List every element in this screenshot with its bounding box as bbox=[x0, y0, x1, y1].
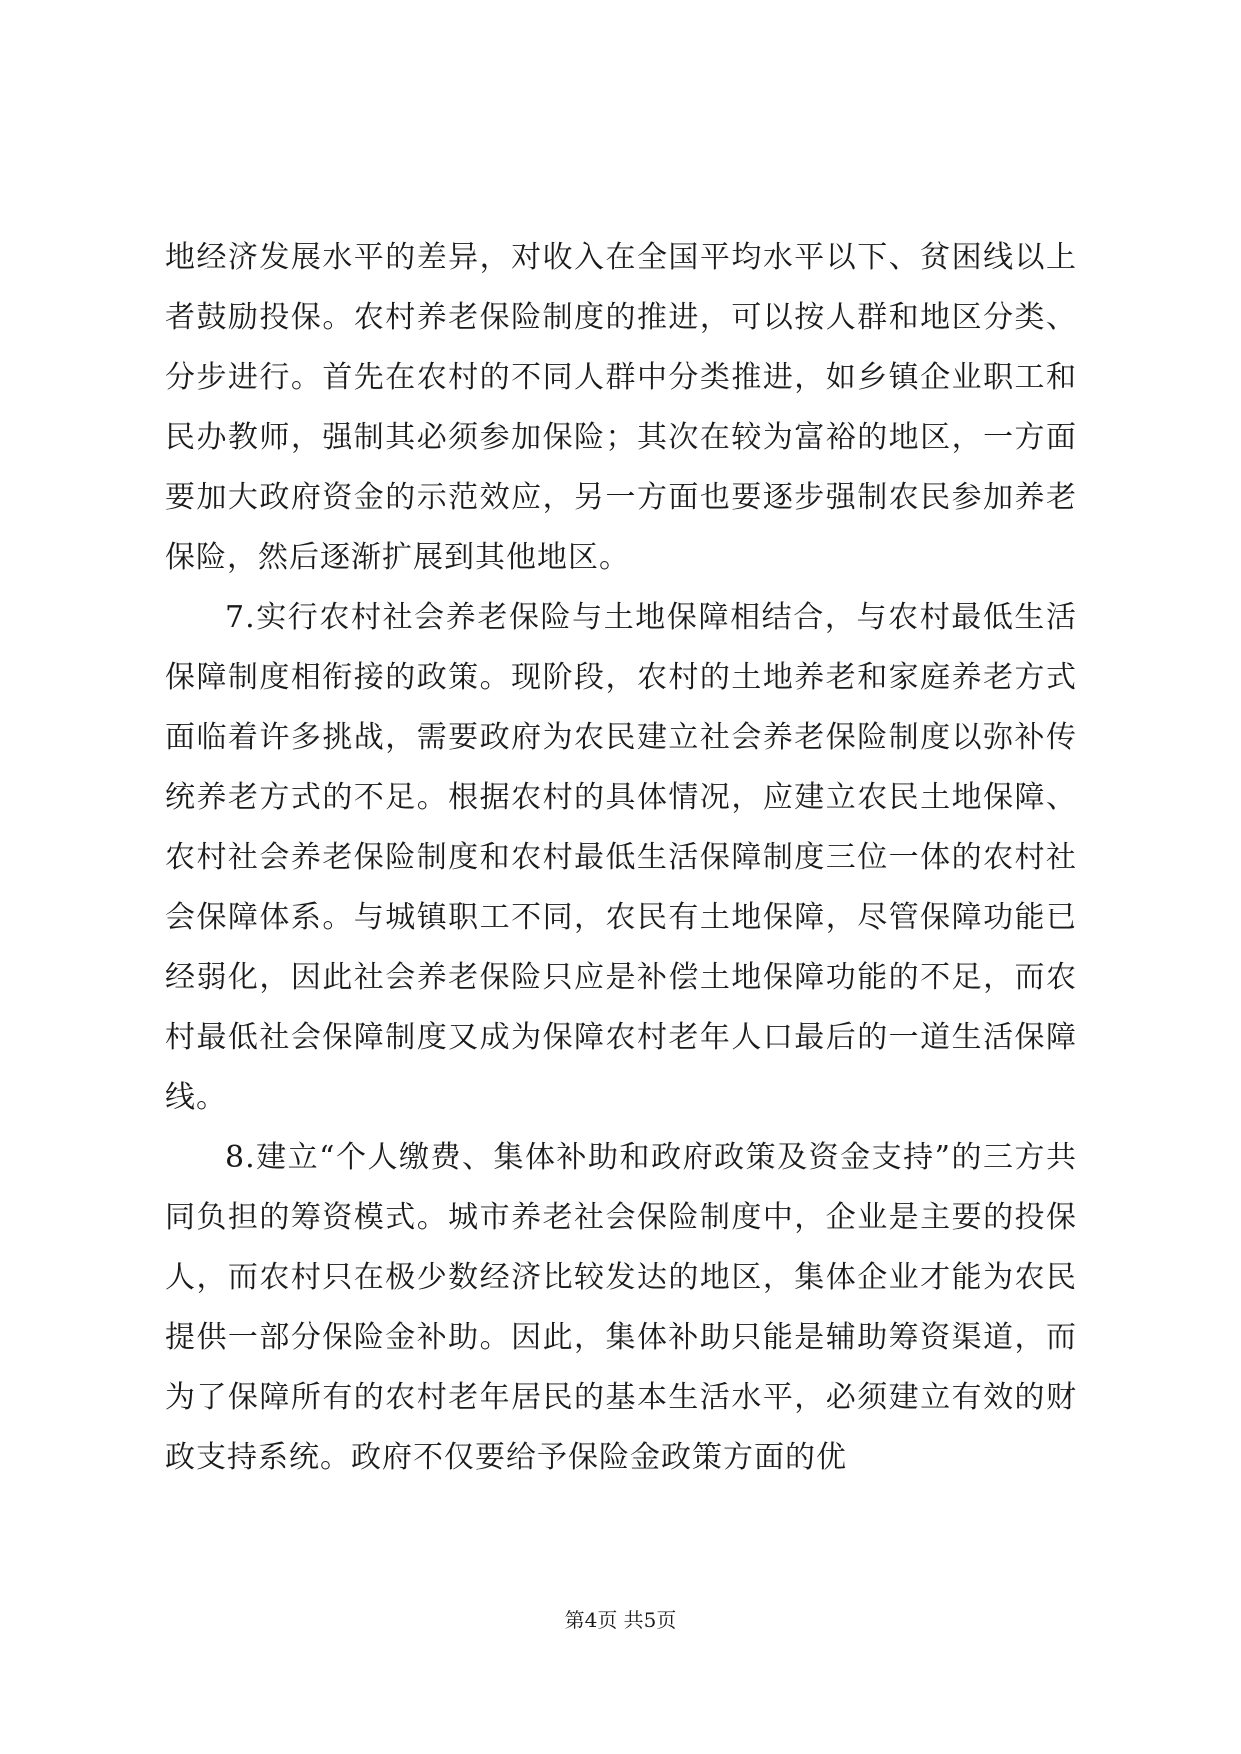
paragraph-item-7: 7.实行农村社会养老保险与土地保障相结合，与农村最低生活保障制度相衔接的政策。现阶段，农村的土地养老和家庭养老方式面临着许多挑战，需要政府为农民建立社会养老保险制度以弥补传统养老方式的不足。根据农村的具体情况，应建立农民土地保障、农村社会养老保险制度和农村最低生活保障制度三位一体的农村社会保障体系。与城镇职工不同，农民有土地保障，尽管保障功能已经弱化，因此社会养老保险只应是补偿土地保障功能的不足，而农村最低社会保障制度又成为保障农村老年人口最后的一道生活保障线。 bbox=[165, 600, 1077, 1115]
paragraph-continuation: 地经济发展水平的差异，对收入在全国平均水平以下、贫困线以上者鼓励投保。农村养老保险制度的推进，可以按人群和地区分类、分步进行。首先在农村的不同人群中分类推进，如乡镇企业职工和民办教师，强制其必须参加保险；其次在较为富裕的地区，一方面要加大政府资金的示范效应，另一方面也要逐步强制农民参加养老保险，然后逐渐扩展到其他地区。 bbox=[165, 240, 1077, 575]
body-text bbox=[165, 228, 1077, 1488]
paragraph-item-8: 8.建立“个人缴费、集体补助和政府政策及资金支持”的三方共同负担的筹资模式。城市养老社会保险制度中，企业是主要的投保人，而农村只在极少数经济比较发达的地区，集体企业才能为农民提供一部分保险金补助。因此，集体补助只能是辅助筹资渠道，而为了保障所有的农村老年居民的基本生活水平，必须建立有效的财政支持系统。政府不仅要给予保险金政策方面的优 bbox=[165, 1140, 1077, 1475]
page-number-footer: 第4页 共5页 bbox=[564, 1608, 677, 1632]
